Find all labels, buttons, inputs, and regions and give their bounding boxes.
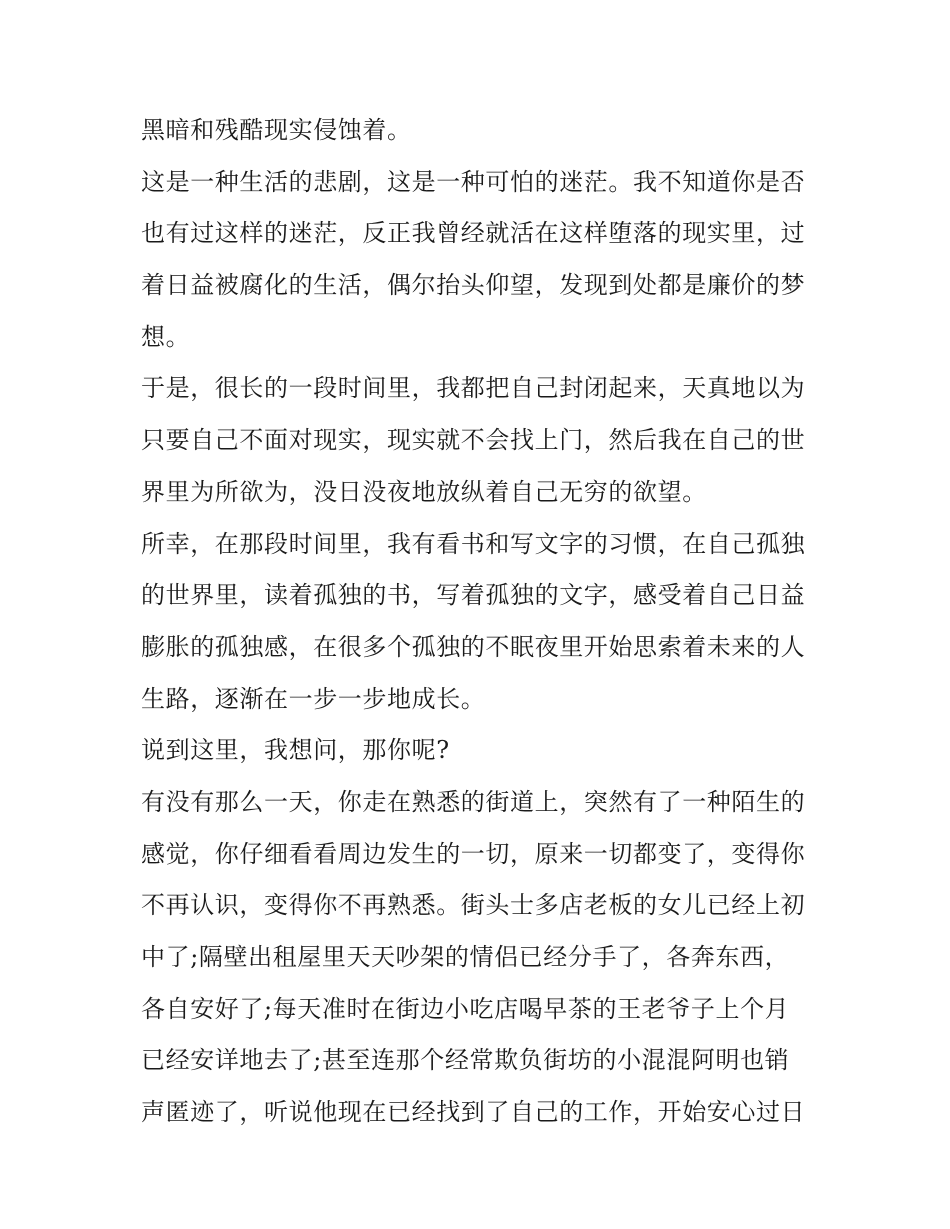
text-line: 只要自己不面对现实，现实就不会找上门，然后我在自己的世 [141,426,806,455]
text-line: 有没有那么一天，你走在熟悉的街道上，突然有了一种陌生的 [141,787,806,816]
text-line: 也有过这样的迷茫，反正我曾经就活在这样堕落的现实里，过 [141,219,806,248]
body-text [141,105,821,1139]
text-line: 已经安详地去了;甚至连那个经常欺负街坊的小混混阿明也销 [141,1046,790,1075]
text-line: 着日益被腐化的生活，偶尔抬头仰望，发现到处都是廉价的梦 [141,271,806,300]
text-line: 不再认识，变得你不再熟悉。街头士多店老板的女儿已经上初 [141,891,806,920]
text-line: 中了;隔壁出租屋里天天吵架的情侣已经分手了，各奔东西， [141,943,790,971]
text-line: 所幸，在那段时间里，我有看书和写文字的习惯，在自己孤独 [141,529,806,558]
text-line: 黑暗和残酷现实侵蚀着。 [141,116,412,144]
text-line: 生路，逐渐在一步一步地成长。 [141,684,486,713]
text-line: 于是，很长的一段时间里，我都把自己封闭起来，天真地以为 [141,374,806,403]
text-line: 这是一种生活的悲剧，这是一种可怕的迷茫。我不知道你是否 [141,167,806,196]
text-line: 说到这里，我想问，那你呢? [141,736,450,765]
text-line: 的世界里，读着孤独的书，写着孤独的文字，感受着自己日益 [141,581,806,610]
text-line: 各自安好了;每天准时在街边小吃店喝早茶的王老爷子上个月 [141,994,790,1023]
text-line: 想。 [141,322,191,351]
text-line: 膨胀的孤独感，在很多个孤独的不眠夜里开始思索着未来的人 [141,632,806,661]
text-line: 声匿迹了，听说他现在已经找到了自己的工作，开始安心过日 [141,1098,806,1127]
text-line: 感觉，你仔细看看周边发生的一切，原来一切都变了，变得你 [141,839,806,868]
text-line: 界里为所欲为，没日没夜地放纵着自己无穷的欲望。 [141,477,707,506]
